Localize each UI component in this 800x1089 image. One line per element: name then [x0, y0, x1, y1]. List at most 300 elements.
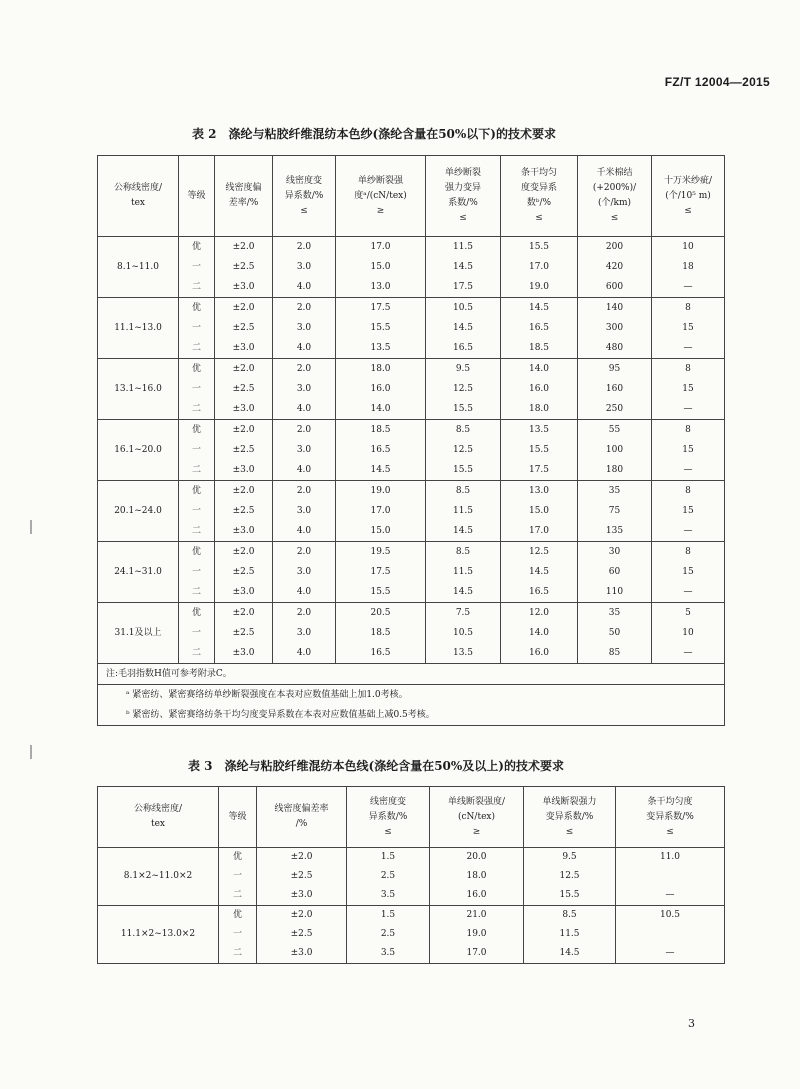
value-cell: 17.0 — [501, 521, 578, 542]
value-cell: 13.0 — [501, 481, 578, 502]
value-cell: 15 — [652, 318, 725, 338]
value-cell: 2.0 — [273, 420, 336, 441]
value-cell: — — [652, 643, 725, 664]
value-cell: 17.5 — [336, 562, 426, 582]
table3-header-line: tex — [150, 819, 166, 829]
grade-cell: 一 — [219, 867, 257, 886]
value-cell: 16.5 — [336, 643, 426, 664]
value-cell: 2.5 — [347, 867, 430, 886]
table2-header-line: 等级 — [187, 190, 206, 201]
value-cell: 11.5 — [426, 501, 501, 521]
value-cell: 9.5 — [426, 359, 501, 380]
value-cell: ±2.0 — [215, 237, 273, 258]
value-cell: 18.0 — [501, 399, 578, 420]
value-cell: 11.0 — [616, 848, 725, 868]
value-cell: 18 — [652, 257, 725, 277]
grade-cell: 一 — [219, 925, 257, 944]
table2-header-line: 千米棉结 — [596, 168, 633, 178]
value-cell: 18.5 — [501, 338, 578, 359]
grade-cell: 二 — [179, 277, 215, 298]
value-cell: ±3.0 — [215, 399, 273, 420]
value-cell: 1.5 — [347, 848, 430, 868]
value-cell: 10 — [652, 237, 725, 258]
value-cell: 16.5 — [426, 338, 501, 359]
table-row — [98, 460, 725, 481]
table-row — [98, 582, 725, 603]
table2-note: 注:毛羽指数H值可参考附录C。 — [98, 664, 725, 685]
value-cell: — — [616, 886, 725, 906]
margin-mark — [30, 745, 32, 759]
table2-header-line: 公称线密度/ — [113, 183, 163, 193]
value-cell: 30 — [578, 542, 652, 563]
table2-header-line: ≤ — [300, 205, 308, 216]
table-row — [98, 420, 725, 441]
value-cell: 60 — [578, 562, 652, 582]
value-cell: 15 — [652, 379, 725, 399]
value-cell: 12.5 — [524, 867, 616, 886]
table-row — [98, 603, 725, 624]
table2-header-line: ≤ — [535, 213, 543, 223]
grade-cell: 优 — [219, 848, 257, 868]
table3-caption — [188, 757, 576, 774]
table3-header-line: 单线断裂强度/ — [447, 796, 506, 807]
table-row — [98, 562, 725, 582]
table2-header-2 — [215, 156, 273, 237]
table2-header-line: 强力变异 — [444, 183, 481, 193]
grade-cell: 一 — [179, 623, 215, 643]
table2-header-line: ≤ — [459, 213, 467, 223]
value-cell: 2.0 — [273, 237, 336, 258]
value-cell: ±2.5 — [215, 501, 273, 521]
value-cell: 19.0 — [336, 481, 426, 502]
value-cell: 2.0 — [273, 481, 336, 502]
table3-caption-text: 涤纶与粘胶纤维混纺本色线(涤纶含量在50%及以上)的技术要求 — [224, 759, 564, 773]
grade-cell: 二 — [179, 460, 215, 481]
density-cell: 8.1~11.0 — [98, 237, 179, 298]
table3-header-line: 单线断裂强力 — [542, 796, 597, 807]
table2-header-line: 度ᵃ/(cN/tex) — [354, 190, 407, 201]
table2-caption — [192, 125, 568, 142]
value-cell: 4.0 — [273, 399, 336, 420]
value-cell: 18.0 — [430, 867, 524, 886]
value-cell: ±3.0 — [215, 338, 273, 359]
value-cell: 15 — [652, 562, 725, 582]
table-row — [98, 623, 725, 643]
table3-header-line: 条干均匀度 — [647, 796, 693, 807]
table-row — [98, 643, 725, 664]
table3-header-line: 线密度变 — [369, 796, 406, 807]
grade-cell: 一 — [179, 440, 215, 460]
grade-cell: 二 — [219, 944, 257, 964]
value-cell: 15 — [652, 501, 725, 521]
table2-header-line: (+200%)/ — [592, 183, 637, 193]
page-number: 3 — [688, 1017, 695, 1030]
value-cell: ±2.0 — [215, 298, 273, 319]
density-cell: 11.1×2~13.0×2 — [98, 906, 219, 964]
value-cell: 16.0 — [501, 379, 578, 399]
grade-cell: 二 — [179, 521, 215, 542]
table-row — [98, 318, 725, 338]
grade-cell: 优 — [219, 906, 257, 926]
grade-cell: 一 — [179, 562, 215, 582]
table3-header-line: 异系数/% — [368, 811, 408, 822]
table3-header-line: 线密度偏差率 — [274, 804, 329, 814]
grade-cell: 优 — [179, 298, 215, 319]
grade-cell: 优 — [179, 359, 215, 380]
value-cell: 14.5 — [426, 582, 501, 603]
value-cell: 15.5 — [524, 886, 616, 906]
value-cell: 250 — [578, 399, 652, 420]
value-cell: ±2.0 — [215, 481, 273, 502]
table-row — [98, 257, 725, 277]
value-cell: ±2.5 — [215, 623, 273, 643]
value-cell: ±3.0 — [215, 277, 273, 298]
value-cell: 1.5 — [347, 906, 430, 926]
value-cell: ±2.0 — [257, 848, 347, 868]
table3-header-line: ≤ — [666, 826, 674, 837]
table2-header-5 — [426, 156, 501, 237]
value-cell: 8.5 — [524, 906, 616, 926]
table2-header-line: tex — [130, 198, 146, 208]
table2-header-line: 差率/% — [228, 198, 259, 208]
value-cell: 3.0 — [273, 318, 336, 338]
table2-caption-number: 表 2 — [192, 127, 217, 141]
value-cell: 3.0 — [273, 623, 336, 643]
value-cell: 600 — [578, 277, 652, 298]
table-row — [98, 501, 725, 521]
value-cell: — — [652, 460, 725, 481]
table-row — [98, 848, 725, 868]
value-cell: ±2.5 — [215, 562, 273, 582]
value-cell: 13.5 — [426, 643, 501, 664]
grade-cell: 二 — [179, 582, 215, 603]
value-cell: 19.0 — [430, 925, 524, 944]
value-cell: 55 — [578, 420, 652, 441]
table2-footnote-b: ᵇ 紧密纺、紧密赛络纺条干均匀度变异系数在本表对应数值基础上减0.5考核。 — [98, 705, 725, 726]
value-cell: 2.0 — [273, 603, 336, 624]
table3-header-line: 等级 — [228, 811, 247, 822]
density-cell: 31.1及以上 — [98, 603, 179, 664]
value-cell: 14.0 — [336, 399, 426, 420]
table-row — [98, 298, 725, 319]
value-cell: 200 — [578, 237, 652, 258]
value-cell: 35 — [578, 481, 652, 502]
value-cell: 15.5 — [426, 399, 501, 420]
value-cell: 10.5 — [616, 906, 725, 926]
value-cell: ±2.5 — [215, 318, 273, 338]
margin-mark — [30, 520, 32, 534]
table2-header-line: 单纱断裂 — [444, 168, 481, 178]
grade-cell: 二 — [179, 338, 215, 359]
value-cell: 110 — [578, 582, 652, 603]
value-cell: ±2.0 — [215, 420, 273, 441]
table2-header-4 — [336, 156, 426, 237]
value-cell: 19.5 — [336, 542, 426, 563]
value-cell: 12.0 — [501, 603, 578, 624]
value-cell: 20.0 — [430, 848, 524, 868]
table2-header-line: ≤ — [610, 213, 619, 223]
table2-header-line: 异系数/% — [284, 190, 324, 201]
value-cell: 17.5 — [426, 277, 501, 298]
value-cell: 9.5 — [524, 848, 616, 868]
value-cell: 16.5 — [336, 440, 426, 460]
table-row — [98, 542, 725, 563]
table3-header-line: (cN/tex) — [458, 811, 495, 822]
value-cell: ±2.0 — [215, 603, 273, 624]
table2-header-6 — [501, 156, 578, 237]
table2-header-line: (个/km) — [597, 198, 632, 208]
value-cell: 14.5 — [524, 944, 616, 964]
value-cell: 14.0 — [501, 623, 578, 643]
value-cell: 16.5 — [501, 582, 578, 603]
value-cell: 2.0 — [273, 359, 336, 380]
value-cell: 4.0 — [273, 338, 336, 359]
value-cell: 3.5 — [347, 944, 430, 964]
value-cell: 420 — [578, 257, 652, 277]
grade-cell: 优 — [179, 481, 215, 502]
table-row — [98, 359, 725, 380]
value-cell: ±2.5 — [257, 867, 347, 886]
value-cell: 13.0 — [336, 277, 426, 298]
value-cell: 3.0 — [273, 440, 336, 460]
value-cell: 12.5 — [426, 440, 501, 460]
table2-header-line: 数ᵇ/% — [526, 198, 552, 208]
density-cell: 24.1~31.0 — [98, 542, 179, 603]
value-cell: ±3.0 — [215, 643, 273, 664]
value-cell: 2.0 — [273, 542, 336, 563]
value-cell: 8 — [652, 298, 725, 319]
value-cell: 10.5 — [426, 623, 501, 643]
value-cell: 16.5 — [501, 318, 578, 338]
value-cell: 15.0 — [501, 501, 578, 521]
grade-cell: 一 — [179, 501, 215, 521]
table2-header-line: 条干均匀 — [520, 168, 557, 178]
value-cell: 15.0 — [336, 521, 426, 542]
value-cell: ±2.5 — [215, 379, 273, 399]
density-cell: 13.1~16.0 — [98, 359, 179, 420]
value-cell: 3.5 — [347, 886, 430, 906]
value-cell: — — [652, 277, 725, 298]
grade-cell: 二 — [179, 643, 215, 664]
density-cell: 8.1×2~11.0×2 — [98, 848, 219, 906]
table-row — [98, 440, 725, 460]
table2-header-8 — [652, 156, 725, 237]
value-cell: 8.5 — [426, 542, 501, 563]
value-cell: 15.5 — [501, 440, 578, 460]
grade-cell: 二 — [219, 886, 257, 906]
value-cell: 8 — [652, 359, 725, 380]
value-cell: — — [652, 399, 725, 420]
value-cell: 10 — [652, 623, 725, 643]
table2-header-row — [98, 156, 725, 237]
table-row — [98, 277, 725, 298]
value-cell: 15.5 — [501, 237, 578, 258]
value-cell: 135 — [578, 521, 652, 542]
table3-header-line: ≤ — [384, 826, 392, 837]
value-cell: 7.5 — [426, 603, 501, 624]
table3-header-1 — [219, 787, 257, 848]
table3-header-0 — [98, 787, 219, 848]
value-cell: 12.5 — [501, 542, 578, 563]
table-row — [98, 338, 725, 359]
table2-header-line: 线密度变 — [285, 175, 322, 186]
value-cell: 3.0 — [273, 562, 336, 582]
value-cell — [616, 867, 725, 886]
table2-header-line: 度变异系 — [520, 183, 557, 193]
value-cell: 11.5 — [426, 237, 501, 258]
value-cell: 4.0 — [273, 460, 336, 481]
table2 — [97, 155, 725, 726]
value-cell: 5 — [652, 603, 725, 624]
value-cell: 85 — [578, 643, 652, 664]
value-cell: 14.5 — [426, 257, 501, 277]
value-cell: ±3.0 — [215, 582, 273, 603]
value-cell: 140 — [578, 298, 652, 319]
value-cell: 17.0 — [336, 237, 426, 258]
value-cell: 18.5 — [336, 420, 426, 441]
density-cell: 16.1~20.0 — [98, 420, 179, 481]
table2-footnote-a: ᵃ 紧密纺、紧密赛络纺单纱断裂强度在本表对应数值基础上加1.0考核。 — [98, 685, 725, 706]
value-cell: 14.5 — [426, 521, 501, 542]
value-cell: — — [652, 338, 725, 359]
table2-header-line: 单纱断裂强 — [357, 175, 403, 186]
value-cell: 14.5 — [501, 562, 578, 582]
grade-cell: 一 — [179, 257, 215, 277]
value-cell: 160 — [578, 379, 652, 399]
table2-header-line: ≤ — [684, 205, 692, 216]
value-cell: 8 — [652, 420, 725, 441]
value-cell: 17.0 — [430, 944, 524, 964]
value-cell: 480 — [578, 338, 652, 359]
grade-cell: 一 — [179, 379, 215, 399]
value-cell: 17.0 — [501, 257, 578, 277]
table3-header-line: 变异系数/% — [545, 811, 594, 822]
value-cell: — — [652, 521, 725, 542]
value-cell: ±2.5 — [215, 257, 273, 277]
density-cell: 11.1~13.0 — [98, 298, 179, 359]
table-row — [98, 237, 725, 258]
value-cell: ±3.0 — [215, 460, 273, 481]
table3-header-row — [98, 787, 725, 848]
grade-cell: 优 — [179, 237, 215, 258]
value-cell: 95 — [578, 359, 652, 380]
table3 — [97, 786, 725, 964]
value-cell: 3.0 — [273, 257, 336, 277]
table3-header-2 — [257, 787, 347, 848]
grade-cell: 优 — [179, 420, 215, 441]
value-cell: ±2.0 — [257, 906, 347, 926]
table3-header-6 — [616, 787, 725, 848]
value-cell: ±3.0 — [257, 886, 347, 906]
table2-header-line: 线密度偏 — [225, 183, 262, 193]
value-cell — [616, 925, 725, 944]
table3-caption-number: 表 3 — [188, 759, 213, 773]
value-cell: 3.0 — [273, 501, 336, 521]
value-cell: 4.0 — [273, 582, 336, 603]
table2-header-0 — [98, 156, 179, 237]
value-cell: 16.0 — [501, 643, 578, 664]
value-cell: 18.0 — [336, 359, 426, 380]
value-cell: 14.5 — [501, 298, 578, 319]
table2-header-1 — [179, 156, 215, 237]
table2-caption-text: 涤纶与粘胶纤维混纺本色纱(涤纶含量在50%以下)的技术要求 — [228, 127, 556, 141]
value-cell: 15.0 — [336, 257, 426, 277]
value-cell: 4.0 — [273, 277, 336, 298]
value-cell: 180 — [578, 460, 652, 481]
table2-header-7 — [578, 156, 652, 237]
value-cell: 15 — [652, 440, 725, 460]
table3-header-line: ≥ — [472, 826, 481, 837]
value-cell: 17.5 — [336, 298, 426, 319]
value-cell: 21.0 — [430, 906, 524, 926]
value-cell: 4.0 — [273, 521, 336, 542]
value-cell: 16.0 — [336, 379, 426, 399]
value-cell: 15.5 — [336, 582, 426, 603]
table-row — [98, 481, 725, 502]
value-cell: 14.5 — [336, 460, 426, 481]
value-cell: 50 — [578, 623, 652, 643]
value-cell: 15.5 — [426, 460, 501, 481]
value-cell: — — [652, 582, 725, 603]
value-cell: 13.5 — [336, 338, 426, 359]
value-cell: 75 — [578, 501, 652, 521]
density-cell: 20.1~24.0 — [98, 481, 179, 542]
grade-cell: 一 — [179, 318, 215, 338]
value-cell: 14.0 — [501, 359, 578, 380]
value-cell: — — [616, 944, 725, 964]
value-cell: ±2.0 — [215, 542, 273, 563]
table3-header-5 — [524, 787, 616, 848]
value-cell: 16.0 — [430, 886, 524, 906]
value-cell: 8.5 — [426, 420, 501, 441]
value-cell: ±3.0 — [215, 521, 273, 542]
value-cell: 18.5 — [336, 623, 426, 643]
grade-cell: 优 — [179, 603, 215, 624]
value-cell: 15.5 — [336, 318, 426, 338]
value-cell: 12.5 — [426, 379, 501, 399]
value-cell: 4.0 — [273, 643, 336, 664]
grade-cell: 二 — [179, 399, 215, 420]
value-cell: 11.5 — [426, 562, 501, 582]
value-cell: ±2.5 — [215, 440, 273, 460]
value-cell: 11.5 — [524, 925, 616, 944]
grade-cell: 优 — [179, 542, 215, 563]
value-cell: 17.5 — [501, 460, 578, 481]
value-cell: ±2.5 — [257, 925, 347, 944]
table-row — [98, 399, 725, 420]
table3-header-line: 公称线密度/ — [133, 804, 183, 814]
value-cell: 20.5 — [336, 603, 426, 624]
table2-header-line: ≥ — [376, 205, 385, 216]
value-cell: ±3.0 — [257, 944, 347, 964]
value-cell: ±2.0 — [215, 359, 273, 380]
table3-header-line: ≤ — [565, 826, 574, 837]
value-cell: 14.5 — [426, 318, 501, 338]
table3-header-line: 变异系数/% — [646, 811, 694, 822]
table-row — [98, 521, 725, 542]
standard-code: FZ/T 12004—2015 — [664, 75, 770, 89]
value-cell: 19.0 — [501, 277, 578, 298]
table3-header-line: /% — [295, 819, 308, 829]
table3-header-4 — [430, 787, 524, 848]
table2-header-line: 系数/% — [448, 198, 478, 208]
value-cell: 8 — [652, 542, 725, 563]
value-cell: 13.5 — [501, 420, 578, 441]
table2-header-3 — [273, 156, 336, 237]
value-cell: 2.0 — [273, 298, 336, 319]
value-cell: 8 — [652, 481, 725, 502]
table2-header-line: (个/10⁵ m) — [665, 190, 711, 201]
